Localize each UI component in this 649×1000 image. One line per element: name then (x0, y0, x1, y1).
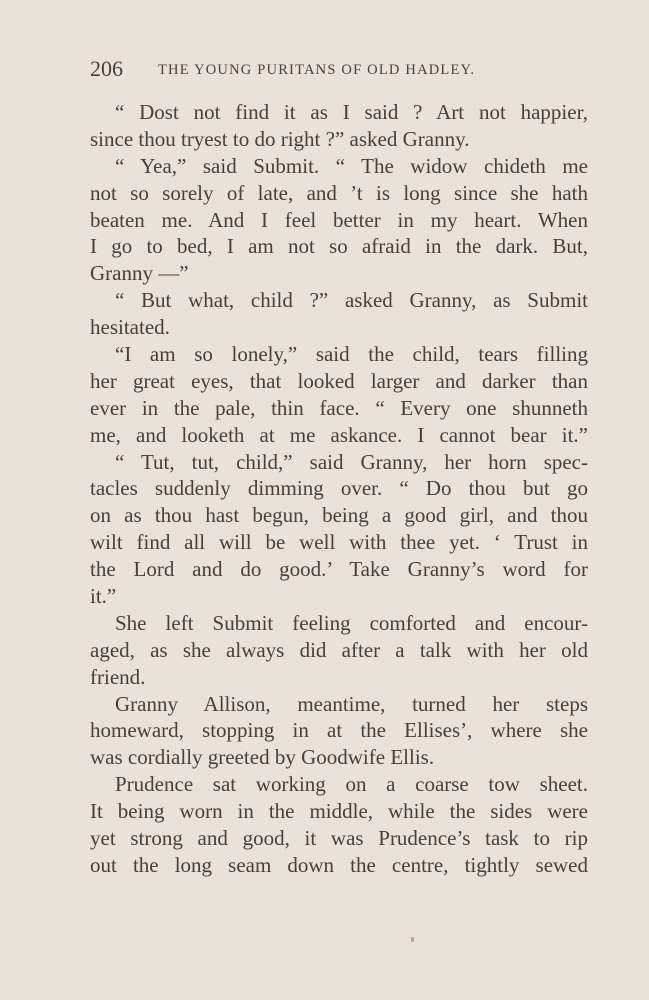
running-header (90, 56, 530, 84)
text-line: me, and looketh at me askance. I cannot bear it.” (90, 422, 588, 447)
running-title: THE YOUNG PURITANS OF OLD HADLEY. (158, 62, 476, 78)
text-line: She left Submit feeling comforted and encour- (115, 610, 588, 635)
text-line: on as thou hast begun, being a good girl, and thou (90, 503, 588, 528)
text-line: Granny —” (90, 261, 189, 286)
text-line: beaten me. And I feel better in my heart. When (90, 207, 588, 232)
text-line: homeward, stopping in at the Ellises’, where she (90, 718, 588, 743)
text-line: tacles suddenly dimming over. “ Do thou but go (90, 476, 588, 501)
text-line: hesitated. (90, 315, 170, 340)
paper-speck (411, 937, 414, 942)
text-line: the Lord and do good.’ Take Granny’s word for (90, 557, 588, 582)
text-line: It being worn in the middle, while the sides were (90, 799, 588, 824)
text-line: not so sorely of late, and ’t is long since she hath (90, 180, 588, 205)
text-line: it.” (90, 584, 117, 609)
text-line: since thou tryest to do right ?” asked Granny. (90, 126, 470, 151)
text-line: out the long seam down the centre, tightly sewed (90, 852, 588, 877)
text-line: was cordially greeted by Goodwife Ellis. (90, 745, 435, 770)
text-line: “ Dost not find it as I said ? Art not happier, (115, 100, 588, 124)
text-line: “ But what, child ?” asked Granny, as Submit (115, 288, 588, 313)
text-line: Granny Allison, meantime, turned her steps (115, 691, 588, 716)
text-line: her great eyes, that looked larger and darker than (90, 368, 588, 393)
text-line: “ Tut, tut, child,” said Granny, her horn spec- (115, 449, 588, 474)
text-line: wilt find all will be well with thee yet. ‘ Trust in (90, 530, 588, 555)
text-line: “I am so lonely,” said the child, tears filling (115, 342, 588, 367)
text-line: ever in the pale, thin face. “ Every one shunneth (90, 395, 588, 420)
text-line: Prudence sat working on a coarse tow sheet. (115, 772, 588, 797)
page-body-text (90, 99, 588, 879)
page-number: 206 (90, 56, 123, 81)
text-line: aged, as she always did after a talk with her old (90, 637, 588, 662)
text-line: “ Yea,” said Submit. “ The widow chideth me (115, 153, 588, 178)
text-line: friend. (90, 664, 146, 689)
text-line: yet strong and good, it was Prudence’s task to rip (90, 826, 588, 851)
text-line: I go to bed, I am not so afraid in the dark. But, (90, 234, 588, 259)
